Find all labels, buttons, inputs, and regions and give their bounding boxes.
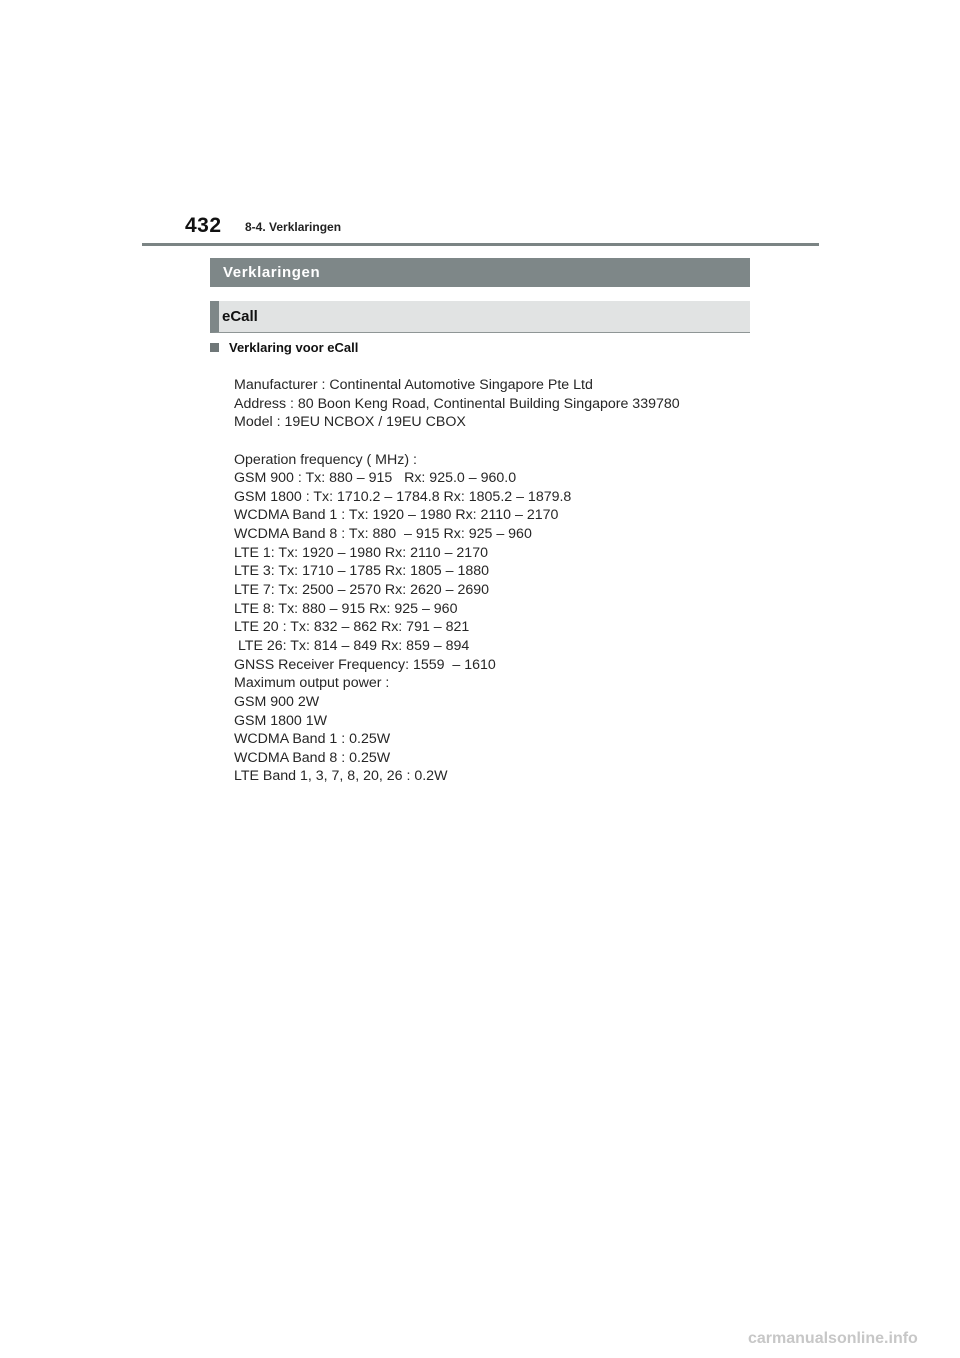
paragraph-gap <box>234 432 754 451</box>
section-breadcrumb: 8-4. Verklaringen <box>245 220 342 234</box>
frequency-line: LTE 8: Tx: 880 – 915 Rx: 925 – 960 <box>234 600 458 617</box>
output-power-line: GSM 900 2W <box>234 693 320 710</box>
frequency-line: WCDMA Band 1 : Tx: 1920 – 1980 Rx: 2110 – 2170 <box>234 507 559 524</box>
output-power-line: GSM 1800 1W <box>234 712 328 729</box>
frequency-heading-line: Operation frequency ( MHz) : <box>234 451 417 468</box>
address-line: Address : 80 Boon Keng Road, Continental Building Singapore 339780 <box>234 395 680 412</box>
output-power-line: LTE Band 1, 3, 7, 8, 20, 26 : 0.2W <box>234 768 448 785</box>
output-power-line: WCDMA Band 8 : 0.25W <box>234 749 391 766</box>
section-heading-bar <box>210 258 750 287</box>
manufacturer-line: Manufacturer : Continental Automotive Singapore Pte Ltd <box>234 377 593 393</box>
bullet-heading-label: Verklaring voor eCall <box>229 340 359 355</box>
frequency-line: GSM 1800 : Tx: 1710.2 – 1784.8 Rx: 1805.2 – 1879.8 <box>234 488 572 505</box>
declaration-text-block <box>234 376 754 786</box>
bullet-heading <box>210 340 358 355</box>
section-heading-title: Verklaringen <box>223 264 321 281</box>
square-bullet-icon <box>210 343 219 352</box>
output-power-line: WCDMA Band 1 : 0.25W <box>234 731 391 748</box>
subsection-heading-title: eCall <box>222 308 258 325</box>
gnss-frequency-line: GNSS Receiver Frequency: 1559 – 1610 <box>234 656 496 673</box>
frequency-line: LTE 7: Tx: 2500 – 2570 Rx: 2620 – 2690 <box>234 582 490 599</box>
model-line: Model : 19EU NCBOX / 19EU CBOX <box>234 414 466 431</box>
output-power-heading-line: Maximum output power : <box>234 675 390 692</box>
page-number: 432 <box>185 214 222 237</box>
frequency-line: GSM 900 : Tx: 880 – 915 Rx: 925.0 – 960.0 <box>234 470 517 487</box>
frequency-line: LTE 26: Tx: 814 – 849 Rx: 859 – 894 <box>234 637 470 654</box>
frequency-line: LTE 3: Tx: 1710 – 1785 Rx: 1805 – 1880 <box>234 563 490 580</box>
site-watermark: carmanualsonline.info <box>748 1330 918 1347</box>
header-divider <box>142 243 819 246</box>
subsection-heading-bar <box>210 301 750 333</box>
frequency-line: LTE 1: Tx: 1920 – 1980 Rx: 2110 – 2170 <box>234 544 488 561</box>
frequency-line: WCDMA Band 8 : Tx: 880 – 915 Rx: 925 – 960 <box>234 526 532 543</box>
frequency-line: LTE 20 : Tx: 832 – 862 Rx: 791 – 821 <box>234 619 470 636</box>
